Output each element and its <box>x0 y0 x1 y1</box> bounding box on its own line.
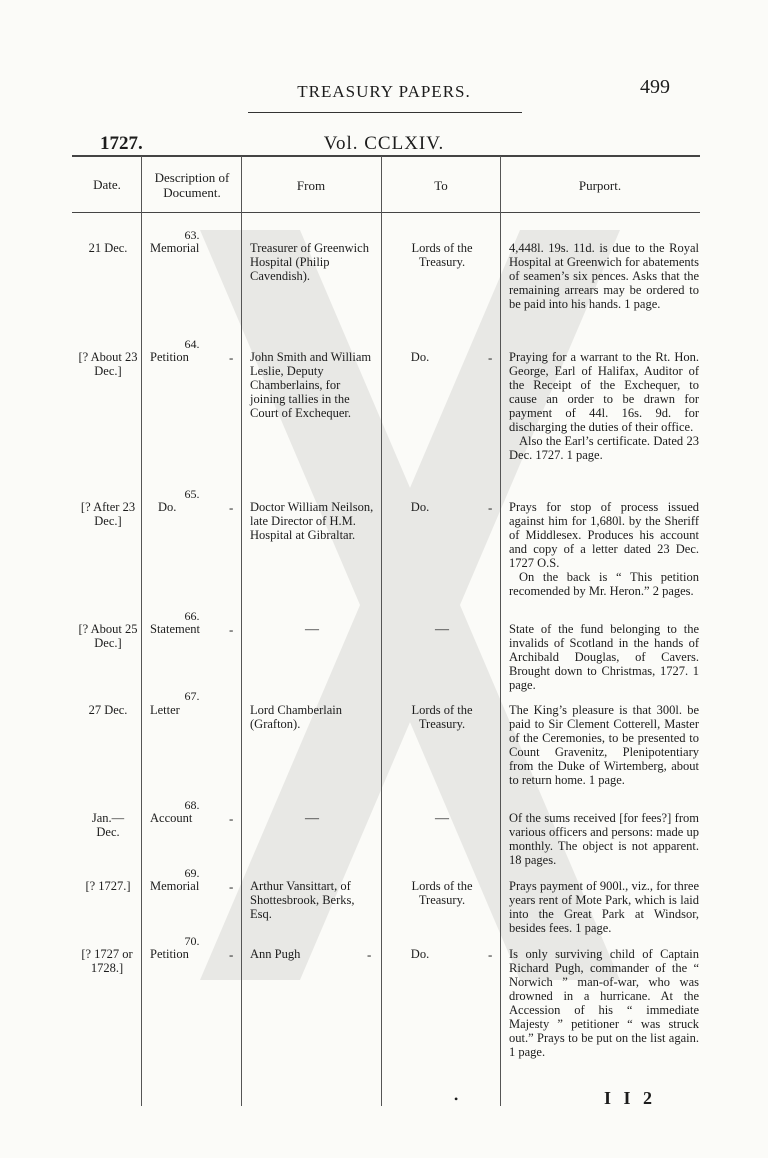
column-divider <box>141 156 142 1106</box>
entry-description: Petition <box>150 350 189 364</box>
entry-number: 68. <box>184 798 200 812</box>
entry-to: — <box>435 811 449 826</box>
entry-number: 67. <box>184 689 200 703</box>
dash: - <box>229 947 234 962</box>
entry-from: Treasurer of Greenwich Hospital (Philip Cavendish). <box>250 241 369 283</box>
purport-paragraph: Prays payment of 900l., viz., for three years rent of Mote Park, which is laid into the Great Park at Windsor, besides fees. 1 page. <box>509 879 699 935</box>
dash: - <box>229 350 234 365</box>
column-header-date: Date. <box>93 177 121 192</box>
entry-date: 21 Dec. <box>88 241 128 255</box>
column-header-from: From <box>296 178 326 193</box>
entry-date: [? 1727.] <box>85 879 131 893</box>
entry-description: Do. <box>158 500 177 514</box>
purport-paragraph: Is only surviving child of Captain Richard Pugh, commander of the “ Norwich ” man-of-war, who was drowned in a hurricane. At the Accession of his “ immediate Majesty ” petitioner “ was struck out.” Prays to be put on the list again. 1 page. <box>509 947 699 1059</box>
entry-from: John Smith and William Leslie, Deputy Chamberlains, for joining tallies in the Court of Exchequer. <box>250 350 372 420</box>
purport-paragraph: Also the Earl’s certificate. Dated 23 Dec. 1727. 1 page. <box>509 434 699 462</box>
entry-purport <box>509 350 699 462</box>
entry-to: — <box>435 622 449 637</box>
footer-mark: • <box>454 1092 459 1106</box>
entry-number: 66. <box>184 609 200 623</box>
purport-paragraph: The King’s pleasure is that 300l. be paid to Sir Clement Cotterell, Master of the Ceremonies, to be presented to Count Gravenitz, Plenipotentiary from the Duke of Wirtemberg, about to return home. 1 page. <box>509 703 699 787</box>
entry-from: Arthur Vansittart, of Shottesbrook, Berks, Esq. <box>250 879 355 921</box>
entry-date: [? After 23 Dec.] <box>80 500 136 528</box>
column-divider <box>241 156 242 1106</box>
dash: - <box>229 622 234 637</box>
purport-paragraph: Praying for a warrant to the Rt. Hon. George, Earl of Halifax, Auditor of the Receipt of the Exchequer, to cause an order to be drawn for payment of 44l. 16s. 9d. for discharging the duties of their office. <box>509 350 699 434</box>
entry-purport <box>509 241 699 311</box>
entry-to: Do. <box>410 350 430 364</box>
dash: - <box>488 500 493 515</box>
entry-description: Memorial <box>150 879 200 893</box>
entry-description: Statement <box>150 622 200 636</box>
purport-paragraph: On the back is “ This petition recomended by Mr. Heron.” 2 pages. <box>509 570 699 598</box>
volume-title: Vol. CCLXIV. <box>323 133 445 154</box>
entry-purport <box>509 879 699 935</box>
table-top-rule <box>72 155 700 157</box>
column-header-to: To <box>434 178 448 193</box>
title-rule <box>248 112 522 113</box>
column-divider <box>500 156 501 1106</box>
purport-paragraph: Prays for stop of process issued against him for 1,680l. by the Sheriff of Middlesex. Produces his account and copy of a letter dated 23 Dec. 1727 O.S. <box>509 500 699 570</box>
page-number: 499 <box>640 76 670 98</box>
column-divider <box>381 156 382 1106</box>
entry-to: Do. <box>410 500 430 514</box>
entry-date: Jan.— Dec. <box>91 811 125 839</box>
dash: - <box>488 350 493 365</box>
running-title: TREASURY PAPERS. <box>297 82 471 101</box>
entry-date: [? About 23 Dec.] <box>78 350 138 378</box>
year: 1727. <box>100 133 143 154</box>
entry-to: Do. <box>410 947 430 961</box>
entry-date: [? 1727 or 1728.] <box>81 947 133 975</box>
entry-from: — <box>305 622 319 637</box>
entry-purport <box>509 500 699 598</box>
entry-from: Ann Pugh <box>250 947 301 961</box>
entry-from: Doctor William Neilson, late Director of H.M. Hospital at Gibraltar. <box>250 500 374 542</box>
entry-number: 70. <box>184 934 200 948</box>
column-header-purport: Purport. <box>578 178 622 193</box>
purport-paragraph: 4,448l. 19s. 11d. is due to the Royal Hospital at Greenwich for abatements of seamen’s six pences. Asks that the remaining arrears may be ordered to be paid into his hands. 1 page. <box>509 241 699 311</box>
entry-description: Letter <box>150 703 180 717</box>
purport-paragraph: State of the fund belonging to the invalids of Scotland in the hands of Archibald Douglas, of Cavers. Brought down to Christmas, 1727. 1 page. <box>509 622 699 692</box>
column-header-description: Description of Document. <box>154 170 230 200</box>
entry-number: 64. <box>184 337 200 351</box>
dash: - <box>229 879 234 894</box>
entry-description: Memorial <box>150 241 200 255</box>
entry-date: [? About 25 Dec.] <box>78 622 138 650</box>
table-header-rule <box>72 212 700 213</box>
entry-to: Lords of the Treasury. <box>411 703 473 731</box>
entry-number: 69. <box>184 866 200 880</box>
entry-to: Lords of the Treasury. <box>411 241 473 269</box>
entry-purport <box>509 703 699 787</box>
purport-paragraph: Of the sums received [for fees?] from various officers and persons: made up monthly. The object is not apparent. 18 pages. <box>509 811 699 867</box>
entry-to: Lords of the Treasury. <box>411 879 473 907</box>
dash: - <box>229 500 234 515</box>
entry-from: Lord Chamberlain (Grafton). <box>250 703 342 731</box>
entry-description: Petition <box>150 947 189 961</box>
entry-date: 27 Dec. <box>88 703 128 717</box>
entry-purport <box>509 811 699 867</box>
entry-description: Account <box>150 811 193 825</box>
dash: - <box>488 947 493 962</box>
dash: - <box>229 811 234 826</box>
entry-from: — <box>305 811 319 826</box>
entry-number: 65. <box>184 487 200 501</box>
dash: - <box>367 947 372 962</box>
signature-mark: I I 2 <box>604 1088 657 1108</box>
entry-purport <box>509 622 699 692</box>
entry-number: 63. <box>184 228 200 242</box>
entry-purport <box>509 947 699 1059</box>
